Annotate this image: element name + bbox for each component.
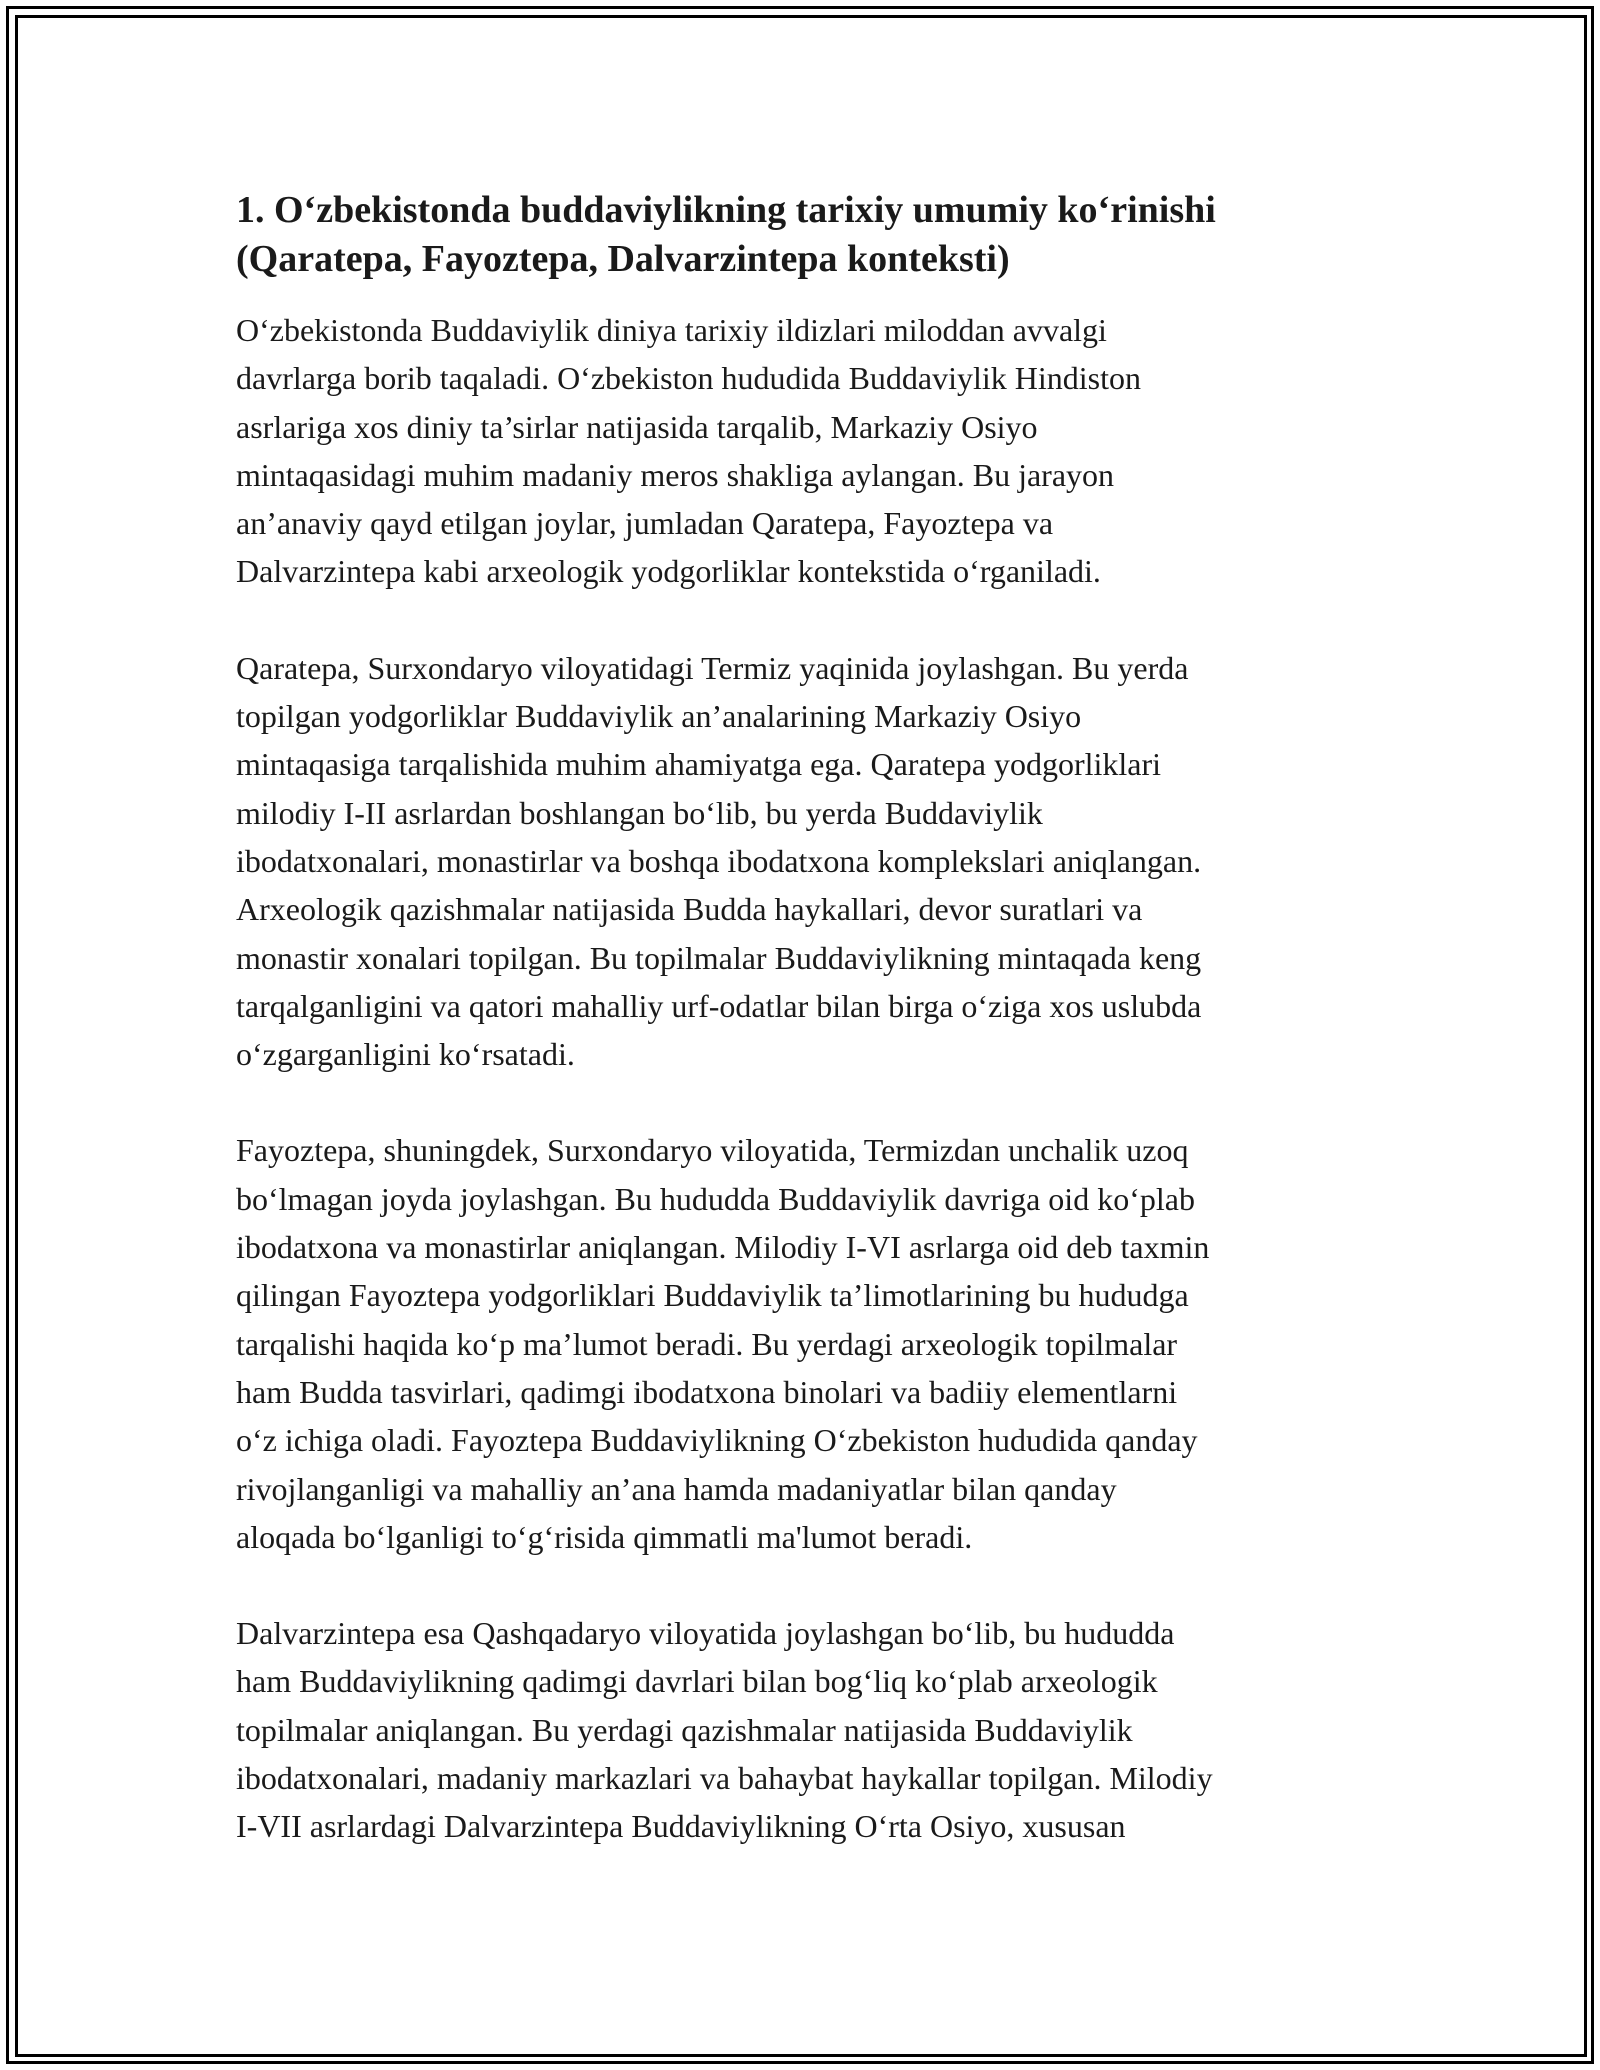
text-line: monastir xonalari topilgan. Bu topilmalar Buddaviylikning mintaqada keng bbox=[236, 939, 1202, 976]
paragraph-dalvarzintepa bbox=[236, 1609, 1376, 1850]
text-line: mintaqasidagi muhim madaniy meros shakliga aylangan. Bu jarayon bbox=[236, 456, 1115, 493]
text-line: davrlarga borib taqaladi. O‘zbekiston hududida Buddaviylik Hindiston bbox=[236, 360, 1142, 397]
text-line: an’anaviy qayd etilgan joylar, jumladan Qaratepa, Fayoztepa va bbox=[236, 505, 1054, 542]
text-line: ham Budda tasvirlari, qadimgi ibodatxona binolari va badiiy elementlarni bbox=[236, 1373, 1178, 1410]
text-line: qilingan Fayoztepa yodgorliklari Buddaviylik ta’limotlarining bu hududga bbox=[236, 1277, 1189, 1314]
text-line: I-VII asrlardagi Dalvarzintepa Buddaviylikning O‘rta Osiyo, xususan bbox=[236, 1808, 1126, 1845]
text-line: milodiy I-II asrlardan boshlangan bo‘lib, bu yerda Buddaviylik bbox=[236, 794, 1043, 831]
section-title bbox=[236, 186, 1376, 284]
text-line: topilgan yodgorliklar Buddaviylik an’analarining Markaziy Osiyo bbox=[236, 698, 1082, 735]
text-line: Fayoztepa, shuningdek, Surxondaryo viloyatida, Termizdan unchalik uzoq bbox=[236, 1132, 1189, 1169]
title-line: (Qaratepa, Fayoztepa, Dalvarzintepa konteksti) bbox=[236, 238, 1010, 280]
paragraph-intro bbox=[236, 306, 1376, 596]
text-line: ibodatxonalari, monastirlar va boshqa ibodatxona komplekslari aniqlangan. bbox=[236, 842, 1202, 879]
text-line: o‘z ichiga oladi. Fayoztepa Buddaviylikning O‘zbekiston hududida qanday bbox=[236, 1422, 1198, 1459]
text-line: rivojlanganligi va mahalliy an’ana hamda madaniyatlar bilan qanday bbox=[236, 1470, 1117, 1507]
paragraph-qaratepa bbox=[236, 644, 1376, 1079]
text-line: Dalvarzintepa kabi arxeologik yodgorliklar kontekstida o‘rganiladi. bbox=[236, 553, 1101, 590]
text-line: topilmalar aniqlangan. Bu yerdagi qazishmalar natijasida Buddaviylik bbox=[236, 1711, 1133, 1748]
text-line: tarqalishi haqida ko‘p ma’lumot beradi. Bu yerdagi arxeologik topilmalar bbox=[236, 1325, 1178, 1362]
text-line: ibodatxonalari, madaniy markazlari va bahaybat haykallar topilgan. Milodiy bbox=[236, 1760, 1213, 1797]
text-line: Dalvarzintepa esa Qashqadaryo viloyatida joylashgan bo‘lib, bu hududda bbox=[236, 1615, 1175, 1652]
text-line: ham Buddaviylikning qadimgi davrlari bilan bog‘liq ko‘plab arxeologik bbox=[236, 1663, 1158, 1700]
text-line: aloqada bo‘lganligi to‘g‘risida qimmatli ma'lumot beradi. bbox=[236, 1518, 973, 1555]
text-line: ibodatxona va monastirlar aniqlangan. Milodiy I-VI asrlarga oid deb taxmin bbox=[236, 1229, 1210, 1266]
title-line: 1. O‘zbekistonda buddaviylikning tarixiy umumiy ko‘rinishi bbox=[236, 189, 1216, 231]
paragraph-fayoztepa bbox=[236, 1126, 1376, 1561]
text-line: mintaqasiga tarqalishida muhim ahamiyatga ega. Qaratepa yodgorliklari bbox=[236, 746, 1162, 783]
text-line: Qaratepa, Surxondaryo viloyatidagi Termiz yaqinida joylashgan. Bu yerda bbox=[236, 649, 1189, 686]
text-line: tarqalganligini va qatori mahalliy urf-odatlar bilan birga o‘ziga xos uslubda bbox=[236, 987, 1202, 1024]
text-line: O‘zbekistonda Buddaviylik diniya tarixiy ildizlari miloddan avvalgi bbox=[236, 312, 1107, 348]
text-line: asrlariga xos diniy ta’sirlar natijasida tarqalib, Markaziy Osiyo bbox=[236, 408, 1038, 445]
text-line: bo‘lmagan joyda joylashgan. Bu hududda Buddaviylik davriga oid ko‘plab bbox=[236, 1180, 1195, 1217]
text-line: o‘zgarganligini ko‘rsatadi. bbox=[236, 1036, 575, 1073]
document-page bbox=[236, 186, 1376, 1899]
text-line: Arxeologik qazishmalar natijasida Budda haykallari, devor suratlari va bbox=[236, 891, 1143, 928]
